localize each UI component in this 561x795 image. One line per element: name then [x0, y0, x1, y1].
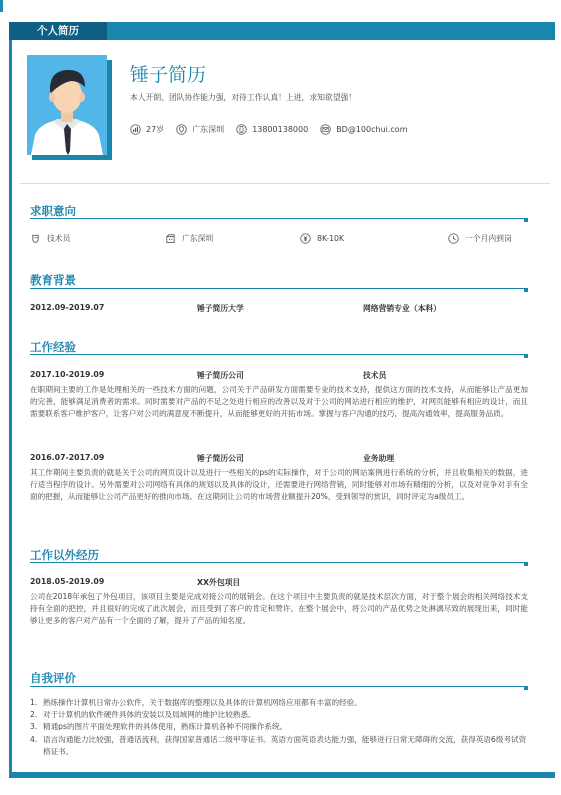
education-school: 锤子简历大学	[197, 304, 244, 313]
work-role: 技术员	[363, 371, 387, 380]
section-divider-mark	[524, 687, 528, 690]
phone-text[interactable]: 13800138000	[252, 124, 309, 134]
email-icon	[320, 124, 331, 135]
list-item-number: 3.	[30, 722, 38, 732]
briefcase-icon	[30, 233, 41, 244]
location-text: 广东深圳	[192, 124, 225, 134]
intent-position	[30, 233, 70, 244]
section-title-work: 工作经验	[30, 340, 76, 354]
work-period: 2016.07-2017.09	[30, 453, 105, 462]
section-divider-mark	[524, 355, 528, 358]
section-title-other: 工作以外经历	[30, 548, 99, 562]
left-border-stripe	[9, 40, 12, 778]
list-item-text: 精通ps的图片平面处理软件的具体使用，熟练计算机各种不同操作系统。	[43, 722, 288, 732]
candidate-slogan: 本人开朗、团队协作能力强，对待工作认真！上进，求知欲望强！	[130, 93, 357, 102]
work-company: 锤子简历公司	[197, 454, 244, 463]
list-item-text: 语言沟通能力比较强，普通话流利，获得国家普通话二级甲等证书。英语方面英语表达能力强，能够进行日常无障碍的交流，获得英语6级考试资格证书。	[43, 734, 527, 756]
age-item	[130, 124, 164, 135]
avatar	[27, 55, 107, 155]
email-item	[320, 124, 407, 135]
location-icon	[176, 124, 187, 135]
clock-icon	[448, 233, 459, 244]
section-title-education: 教育背景	[30, 273, 76, 287]
location-item	[176, 124, 224, 135]
intent-position-text: 技术员	[47, 234, 71, 243]
list-item-text: 熟练操作计算机日常办公软件，关于数据库的整理以及具体的计算机网络应用都有丰富的经验。	[43, 698, 362, 707]
job-intent-row	[30, 233, 530, 247]
intent-availability	[448, 233, 512, 244]
work-company: 锤子简历公司	[197, 371, 244, 380]
section-divider	[30, 288, 528, 289]
section-title-intent: 求职意向	[30, 204, 76, 218]
header-divider	[20, 183, 550, 184]
intent-city-text: 广东深圳	[182, 234, 214, 243]
phone-icon	[236, 124, 247, 135]
list-item-text: 对于计算机的软件硬件具体的安装以及局域网的维护比较熟悉。	[43, 710, 256, 720]
project-entry-header	[30, 577, 530, 589]
section-divider-mark	[524, 563, 528, 566]
education-major: 网络营销专业（本科）	[363, 304, 441, 313]
intent-city	[165, 233, 213, 244]
candidate-name: 锤子简历	[130, 64, 207, 86]
section-divider	[30, 218, 528, 219]
list-item	[30, 709, 530, 721]
section-divider	[30, 354, 528, 355]
money-icon	[300, 233, 311, 244]
section-title-evaluation: 自我评价	[30, 671, 76, 685]
age-text: 27岁	[146, 124, 165, 134]
age-icon	[130, 124, 141, 135]
intent-salary	[300, 233, 344, 244]
contact-info-row	[130, 121, 420, 137]
work-description: 在职期间主要的工作是处理相关的一些技术方面的问题，公司关于产品研发方面需要专业的技术支持，提供这方面的技术支持，从而能够让产品更加的完善，能够满足消费者的需求。同时需要对产品的不足之处进行相应的改善以及对于公司的网站进行相应的维护，对网页能够有相应的设计，而且需要联系客户维护客户，让客户对公司的满意度不断提升，从而能够更好的开拓市场。掌握与客户沟通的技巧，提高沟通效率，提高服务品质。	[30, 385, 528, 419]
email-text[interactable]: BD@100chui.com	[336, 124, 408, 134]
avatar-illustration	[27, 55, 107, 155]
intent-availability-text: 一个月内到岗	[465, 234, 512, 243]
list-item	[30, 697, 530, 709]
section-divider	[30, 562, 528, 563]
top-corner-accent	[0, 0, 3, 12]
list-item-number: 4.	[30, 734, 38, 744]
education-entry	[30, 303, 530, 315]
list-item-number: 1.	[30, 698, 38, 707]
project-description: 公司在2018年承包了外包项目，该项目主要是完成对接公司的展销会。在这个项目中主要负责的就是技术层次方面，对于整个展会的相关网络技术支持有全面的把控，并且很好的完成了此次展会，而且受到了客户的肯定和赞许。在整个展会中，将公司的产品优势之处淋漓尽致的展现出来，同时能够让更多的客户对产品有一个全面的了解，提升了产品的知名度。	[30, 592, 528, 626]
project-name: XX外包项目	[197, 578, 241, 587]
footer-bar	[9, 772, 555, 778]
list-item-number: 2.	[30, 710, 38, 720]
intent-salary-text: 8K-10K	[317, 234, 345, 243]
phone-item	[236, 124, 308, 135]
work-period: 2017.10-2019.09	[30, 370, 105, 379]
work-description: 其工作期间主要负责的就是关于公司的网页设计以及进行一些相关的ps的实际操作，对于公司的网站案例进行系统的分析，并且收集相关的数据，进行适当程序的设计。另外需要对公司网络有具体的规划以及具体的设计，还需要进行网络营销，同时能够对市场有精细的分析，以及对竞争对手有全面的把握，从而能够让公司产品更好的推向市场。在这期间让公司的市场营业额提升20%，受到领导的赏识，同时评定为a级员工。	[30, 468, 528, 502]
list-item	[30, 721, 530, 733]
work-entry-header	[30, 370, 530, 382]
work-role: 业务助理	[363, 454, 395, 463]
section-divider	[30, 686, 528, 687]
section-divider-mark	[524, 289, 528, 292]
education-period: 2012.09-2019.07	[30, 303, 105, 312]
project-period: 2018.05-2019.09	[30, 577, 105, 586]
header-label: 个人简历	[37, 25, 79, 37]
building-icon	[165, 233, 176, 244]
section-divider-mark	[524, 219, 528, 222]
list-item	[30, 734, 530, 758]
work-entry-header	[30, 453, 530, 465]
self-evaluation-list	[30, 697, 530, 758]
